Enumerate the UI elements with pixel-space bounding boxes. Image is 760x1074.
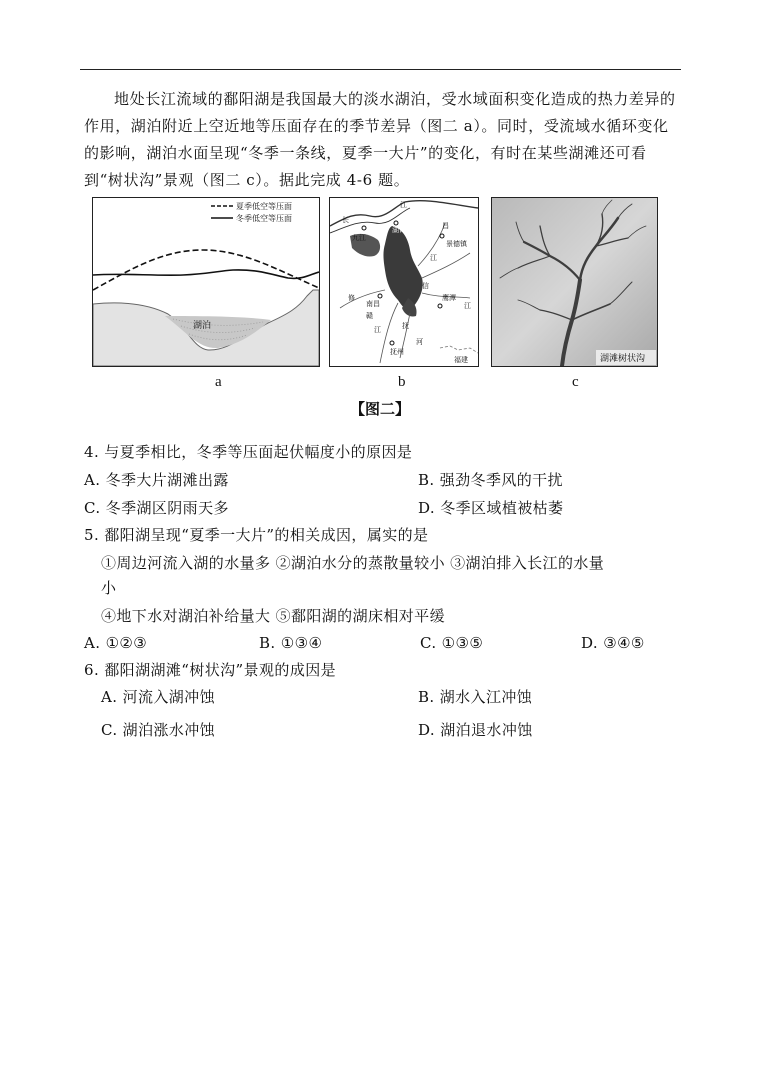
question-6-option-a[interactable]: A. 河流入湖冲蚀: [101, 688, 215, 706]
map-label-he: 河: [416, 338, 423, 346]
map-label-xin: 信: [422, 282, 429, 290]
question-6-option-c[interactable]: C. 湖泊涨水冲蚀: [101, 721, 216, 739]
lake-label: 湖泊: [193, 321, 212, 331]
poyang-lake: [383, 226, 422, 309]
question-4-option-c[interactable]: C. 冬季湖区阴雨天多: [84, 499, 229, 517]
jiujiang-city-marker: [362, 226, 366, 230]
question-4-option-a[interactable]: A. 冬季大片湖滩出露: [84, 471, 229, 489]
map-label-gan: 赣: [366, 312, 373, 320]
question-5-stem: 5. 鄱阳湖呈现“夏季一大片”的相关成因，属实的是: [84, 526, 429, 544]
map-label-jingdezhen: 景德镇: [446, 240, 467, 248]
legend-winter-label: 冬季低空等压面: [236, 214, 292, 223]
question-5-option-a[interactable]: A. ①②③: [84, 634, 148, 652]
figure-b-poyang-map: [329, 197, 479, 367]
question-6-option-b[interactable]: B. 湖水入江冲蚀: [418, 688, 533, 706]
map-label-jiang2: 江: [430, 254, 437, 262]
question-5-option-b[interactable]: B. ①③④: [259, 634, 323, 652]
yingtan-city-marker: [438, 304, 442, 308]
figure-c-label: c: [572, 374, 579, 390]
map-label-jiujiang: 九江: [352, 234, 366, 242]
figure-2: [0, 197, 760, 372]
map-label-xiu: 修: [348, 294, 355, 302]
question-4-option-b[interactable]: B. 强劲冬季风的干扰: [418, 471, 563, 489]
legend-summer-label: 夏季低空等压面: [236, 202, 292, 211]
nanchang-city-marker: [378, 294, 382, 298]
province-boundary: [440, 346, 478, 353]
question-4-stem: 4. 与夏季相比，冬季等压面起伏幅度小的原因是: [84, 443, 413, 461]
map-label-yingtan: 鹰潭: [442, 294, 456, 302]
hukou-city-marker: [394, 221, 398, 225]
photo-caption: 湖滩树状沟: [600, 354, 646, 364]
figure-caption: 【图二】: [349, 400, 410, 418]
map-label-fu: 抚: [402, 322, 409, 330]
question-6-option-d[interactable]: D. 湖泊退水冲蚀: [418, 721, 533, 739]
intro-paragraph: [84, 86, 680, 194]
summer-isobar: [93, 250, 319, 290]
map-label-fujian: 福建: [454, 356, 468, 364]
question-5-option-d[interactable]: D. ③④⑤: [581, 634, 645, 652]
header-rule: [80, 69, 681, 70]
map-label-jiang4: 江: [374, 326, 381, 334]
map-label-chang2: 昌: [442, 222, 449, 230]
jingdezhen-city-marker: [440, 234, 444, 238]
figure-b-label: b: [398, 374, 406, 390]
question-6-stem: 6. 鄱阳湖湖滩“树状沟”景观的成因是: [84, 661, 337, 679]
figure-c-tree-gully-photo: [491, 197, 658, 367]
question-4-option-d[interactable]: D. 冬季区域植被枯萎: [418, 499, 564, 517]
question-5-statements-line1-wrap: 小: [101, 579, 117, 597]
map-label-jiang: 江: [400, 201, 407, 209]
map-label-nanchang: 南昌: [366, 300, 380, 308]
map-label-fuzhou: 抚州: [390, 348, 404, 356]
figure-a-label: a: [215, 374, 222, 390]
figure-a-isobar-diagram: [92, 197, 320, 367]
map-label-hukou: 湖口: [392, 226, 406, 234]
map-label-jiang3: 江: [464, 302, 471, 310]
question-5-option-c[interactable]: C. ①③⑤: [420, 634, 484, 652]
fuzhou-city-marker: [390, 341, 394, 345]
question-5-statements-line1: ①周边河流入湖的水量多 ②湖泊水分的蒸散量较小 ③湖泊排入长江的水量: [101, 554, 605, 572]
question-5-statements-line2: ④地下水对湖泊补给量大 ⑤鄱阳湖的湖床相对平缓: [101, 607, 445, 625]
map-label-chang: 长: [342, 216, 349, 224]
intro-text: 地处长江流域的鄱阳湖是我国最大的淡水湖泊，受水域面积变化造成的热力差异的作用，湖泊附近上空近地等压面存在的季节差异（图二 a）。同时，受流域水循环变化的影响，湖泊水面呈现“冬季一条线，夏季一大片”的变化，有时在某些湖滩还可看到“树状沟”景观（图二 c）。据此完成 4-6 题。: [84, 90, 676, 189]
